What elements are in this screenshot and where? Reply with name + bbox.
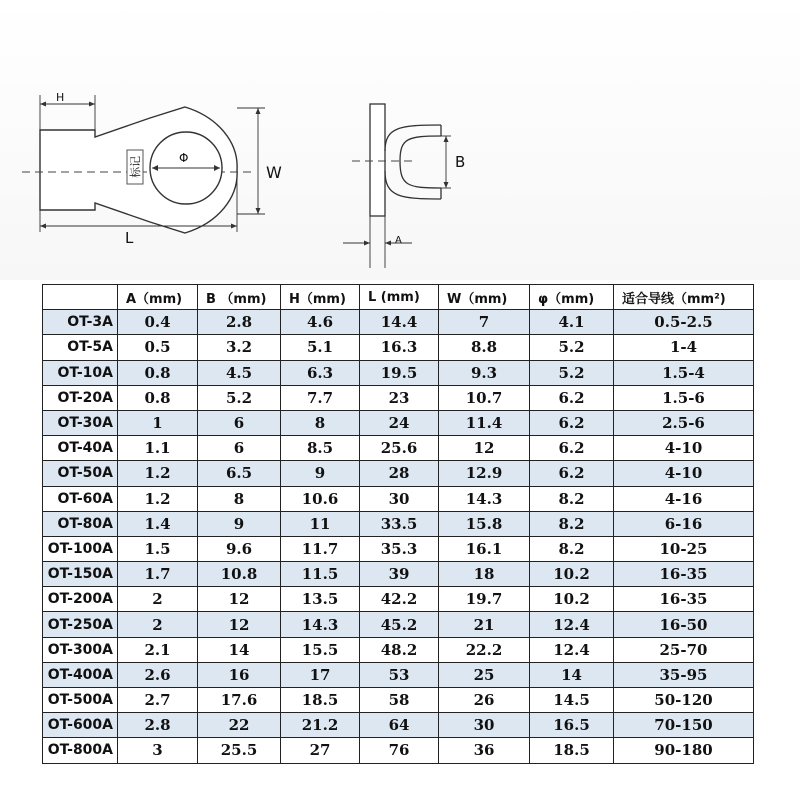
- cell-model: OT-400A: [43, 662, 118, 687]
- dim-label-h: H: [56, 91, 65, 104]
- cell-b: 6: [198, 436, 281, 461]
- cell-phi: 12.4: [530, 612, 614, 637]
- header-model: [43, 285, 118, 310]
- cell-phi: 18.5: [530, 738, 614, 763]
- cell-model: OT-50A: [43, 461, 118, 486]
- cell-a: 1.2: [118, 486, 198, 511]
- cell-h: 5.1: [281, 335, 360, 360]
- cell-h: 27: [281, 738, 360, 763]
- cell-model: OT-80A: [43, 511, 118, 536]
- cell-h: 8: [281, 410, 360, 435]
- cell-phi: 6.2: [530, 461, 614, 486]
- cell-wire-size: 4-10: [614, 436, 754, 461]
- cell-l: 30: [360, 486, 439, 511]
- header-l: L (mm): [360, 285, 439, 310]
- cell-h: 18.5: [281, 688, 360, 713]
- cell-phi: 8.2: [530, 536, 614, 561]
- cell-w: 11.4: [439, 410, 530, 435]
- header-b: B （mm): [198, 285, 281, 310]
- cell-a: 1.2: [118, 461, 198, 486]
- cell-b: 9.6: [198, 536, 281, 561]
- cell-l: 23: [360, 385, 439, 410]
- table-row: [43, 738, 754, 763]
- cell-wire-size: 4-10: [614, 461, 754, 486]
- cell-a: 2.6: [118, 662, 198, 687]
- cell-phi: 8.2: [530, 486, 614, 511]
- table-row: [43, 310, 754, 335]
- cell-phi: 4.1: [530, 310, 614, 335]
- header-w: W（mm): [439, 285, 530, 310]
- dim-label-l: L: [125, 229, 134, 247]
- cell-w: 15.8: [439, 511, 530, 536]
- cell-l: 53: [360, 662, 439, 687]
- cell-h: 11.7: [281, 536, 360, 561]
- cell-l: 16.3: [360, 335, 439, 360]
- cell-wire-size: 50-120: [614, 688, 754, 713]
- cell-b: 9: [198, 511, 281, 536]
- cell-l: 39: [360, 562, 439, 587]
- cell-model: OT-30A: [43, 410, 118, 435]
- cell-w: 12.9: [439, 461, 530, 486]
- cell-b: 22: [198, 713, 281, 738]
- cell-w: 16.1: [439, 536, 530, 561]
- side-plate: [370, 104, 385, 216]
- cell-wire-size: 35-95: [614, 662, 754, 687]
- cell-b: 17.6: [198, 688, 281, 713]
- cell-w: 19.7: [439, 587, 530, 612]
- cell-model: OT-20A: [43, 385, 118, 410]
- cell-model: OT-5A: [43, 335, 118, 360]
- cell-w: 9.3: [439, 360, 530, 385]
- cell-b: 3.2: [198, 335, 281, 360]
- barrel-inner: [400, 136, 441, 161]
- cell-w: 18: [439, 562, 530, 587]
- cell-b: 25.5: [198, 738, 281, 763]
- cell-phi: 5.2: [530, 335, 614, 360]
- stamp-label: 标记: [129, 156, 142, 178]
- cell-h: 14.3: [281, 612, 360, 637]
- cell-w: 21: [439, 612, 530, 637]
- table-row: [43, 612, 754, 637]
- cell-a: 2.7: [118, 688, 198, 713]
- dim-label-a: A: [395, 235, 402, 246]
- cell-b: 14: [198, 637, 281, 662]
- cell-a: 2.8: [118, 713, 198, 738]
- cell-model: OT-150A: [43, 562, 118, 587]
- cell-b: 10.8: [198, 562, 281, 587]
- cell-wire-size: 1-4: [614, 335, 754, 360]
- cell-model: OT-500A: [43, 688, 118, 713]
- dim-label-b: B: [455, 153, 466, 171]
- table-row: [43, 713, 754, 738]
- cell-b: 5.2: [198, 385, 281, 410]
- cell-wire-size: 1.5-6: [614, 385, 754, 410]
- table-row: [43, 360, 754, 385]
- cell-phi: 12.4: [530, 637, 614, 662]
- cell-h: 17: [281, 662, 360, 687]
- header-phi: φ（mm): [530, 285, 614, 310]
- table-header-row: [43, 285, 754, 310]
- cell-model: OT-800A: [43, 738, 118, 763]
- cell-w: 30: [439, 713, 530, 738]
- technical-drawing: [0, 0, 800, 280]
- cell-l: 24: [360, 410, 439, 435]
- cell-wire-size: 0.5-2.5: [614, 310, 754, 335]
- cell-b: 8: [198, 486, 281, 511]
- table-row: [43, 688, 754, 713]
- cell-phi: 6.2: [530, 385, 614, 410]
- cell-b: 6: [198, 410, 281, 435]
- header-a: A（mm): [118, 285, 198, 310]
- cell-h: 13.5: [281, 587, 360, 612]
- cell-a: 0.8: [118, 360, 198, 385]
- cell-l: 45.2: [360, 612, 439, 637]
- cell-b: 12: [198, 612, 281, 637]
- cell-l: 48.2: [360, 637, 439, 662]
- cell-phi: 16.5: [530, 713, 614, 738]
- table-row: [43, 410, 754, 435]
- cell-b: 12: [198, 587, 281, 612]
- cell-model: OT-600A: [43, 713, 118, 738]
- cell-phi: 6.2: [530, 410, 614, 435]
- cell-w: 36: [439, 738, 530, 763]
- table-row: [43, 662, 754, 687]
- front-view: [22, 95, 265, 233]
- cell-l: 14.4: [360, 310, 439, 335]
- terminal-drawing-svg: [0, 0, 800, 280]
- header-wire-size: 适合导线（mm²): [614, 285, 754, 310]
- cell-wire-size: 2.5-6: [614, 410, 754, 435]
- cell-a: 1.4: [118, 511, 198, 536]
- cell-h: 8.5: [281, 436, 360, 461]
- cell-a: 3: [118, 738, 198, 763]
- dim-label-w: W: [266, 163, 282, 182]
- cell-a: 0.5: [118, 335, 198, 360]
- table-row: [43, 587, 754, 612]
- cell-wire-size: 1.5-4: [614, 360, 754, 385]
- cell-a: 2.1: [118, 637, 198, 662]
- cell-wire-size: 16-50: [614, 612, 754, 637]
- cell-h: 10.6: [281, 486, 360, 511]
- cell-phi: 10.2: [530, 587, 614, 612]
- cell-a: 1.5: [118, 536, 198, 561]
- cell-h: 11.5: [281, 562, 360, 587]
- cell-w: 14.3: [439, 486, 530, 511]
- table-row: [43, 335, 754, 360]
- cell-l: 19.5: [360, 360, 439, 385]
- cell-phi: 8.2: [530, 511, 614, 536]
- cell-h: 21.2: [281, 713, 360, 738]
- cell-wire-size: 90-180: [614, 738, 754, 763]
- cell-a: 1: [118, 410, 198, 435]
- cell-model: OT-3A: [43, 310, 118, 335]
- cell-l: 33.5: [360, 511, 439, 536]
- cell-wire-size: 70-150: [614, 713, 754, 738]
- cell-model: OT-300A: [43, 637, 118, 662]
- cell-a: 1.7: [118, 562, 198, 587]
- cell-l: 64: [360, 713, 439, 738]
- table-row: [43, 511, 754, 536]
- cell-model: OT-10A: [43, 360, 118, 385]
- cell-l: 28: [360, 461, 439, 486]
- cell-l: 58: [360, 688, 439, 713]
- cell-phi: 6.2: [530, 436, 614, 461]
- cell-l: 76: [360, 738, 439, 763]
- cell-h: 11: [281, 511, 360, 536]
- table-row: [43, 436, 754, 461]
- cell-wire-size: 10-25: [614, 536, 754, 561]
- cell-w: 22.2: [439, 637, 530, 662]
- cell-l: 35.3: [360, 536, 439, 561]
- dim-label-phi: Φ: [179, 151, 189, 165]
- cell-model: OT-40A: [43, 436, 118, 461]
- header-h: H（mm): [281, 285, 360, 310]
- cell-phi: 10.2: [530, 562, 614, 587]
- cell-w: 26: [439, 688, 530, 713]
- table-row: [43, 536, 754, 561]
- cell-model: OT-60A: [43, 486, 118, 511]
- cell-model: OT-200A: [43, 587, 118, 612]
- cell-a: 2: [118, 612, 198, 637]
- cell-wire-size: 6-16: [614, 511, 754, 536]
- table-row: [43, 562, 754, 587]
- table-row: [43, 637, 754, 662]
- table-row: [43, 486, 754, 511]
- cell-b: 6.5: [198, 461, 281, 486]
- cell-phi: 5.2: [530, 360, 614, 385]
- cell-a: 0.4: [118, 310, 198, 335]
- cell-b: 16: [198, 662, 281, 687]
- table-body: [43, 310, 754, 763]
- spec-table: [42, 284, 754, 764]
- cell-w: 25: [439, 662, 530, 687]
- cell-a: 0.8: [118, 385, 198, 410]
- cell-h: 9: [281, 461, 360, 486]
- cell-model: OT-250A: [43, 612, 118, 637]
- cell-h: 7.7: [281, 385, 360, 410]
- cell-w: 7: [439, 310, 530, 335]
- cell-phi: 14.5: [530, 688, 614, 713]
- cell-a: 1.1: [118, 436, 198, 461]
- cell-a: 2: [118, 587, 198, 612]
- cell-wire-size: 16-35: [614, 562, 754, 587]
- cell-wire-size: 16-35: [614, 587, 754, 612]
- cell-model: OT-100A: [43, 536, 118, 561]
- table-row: [43, 461, 754, 486]
- cell-phi: 14: [530, 662, 614, 687]
- cell-wire-size: 4-16: [614, 486, 754, 511]
- cell-l: 25.6: [360, 436, 439, 461]
- cell-h: 6.3: [281, 360, 360, 385]
- cell-wire-size: 25-70: [614, 637, 754, 662]
- table-row: [43, 385, 754, 410]
- cell-w: 8.8: [439, 335, 530, 360]
- cell-w: 12: [439, 436, 530, 461]
- cell-l: 42.2: [360, 587, 439, 612]
- cell-h: 4.6: [281, 310, 360, 335]
- cell-h: 15.5: [281, 637, 360, 662]
- cell-w: 10.7: [439, 385, 530, 410]
- cell-b: 4.5: [198, 360, 281, 385]
- cell-b: 2.8: [198, 310, 281, 335]
